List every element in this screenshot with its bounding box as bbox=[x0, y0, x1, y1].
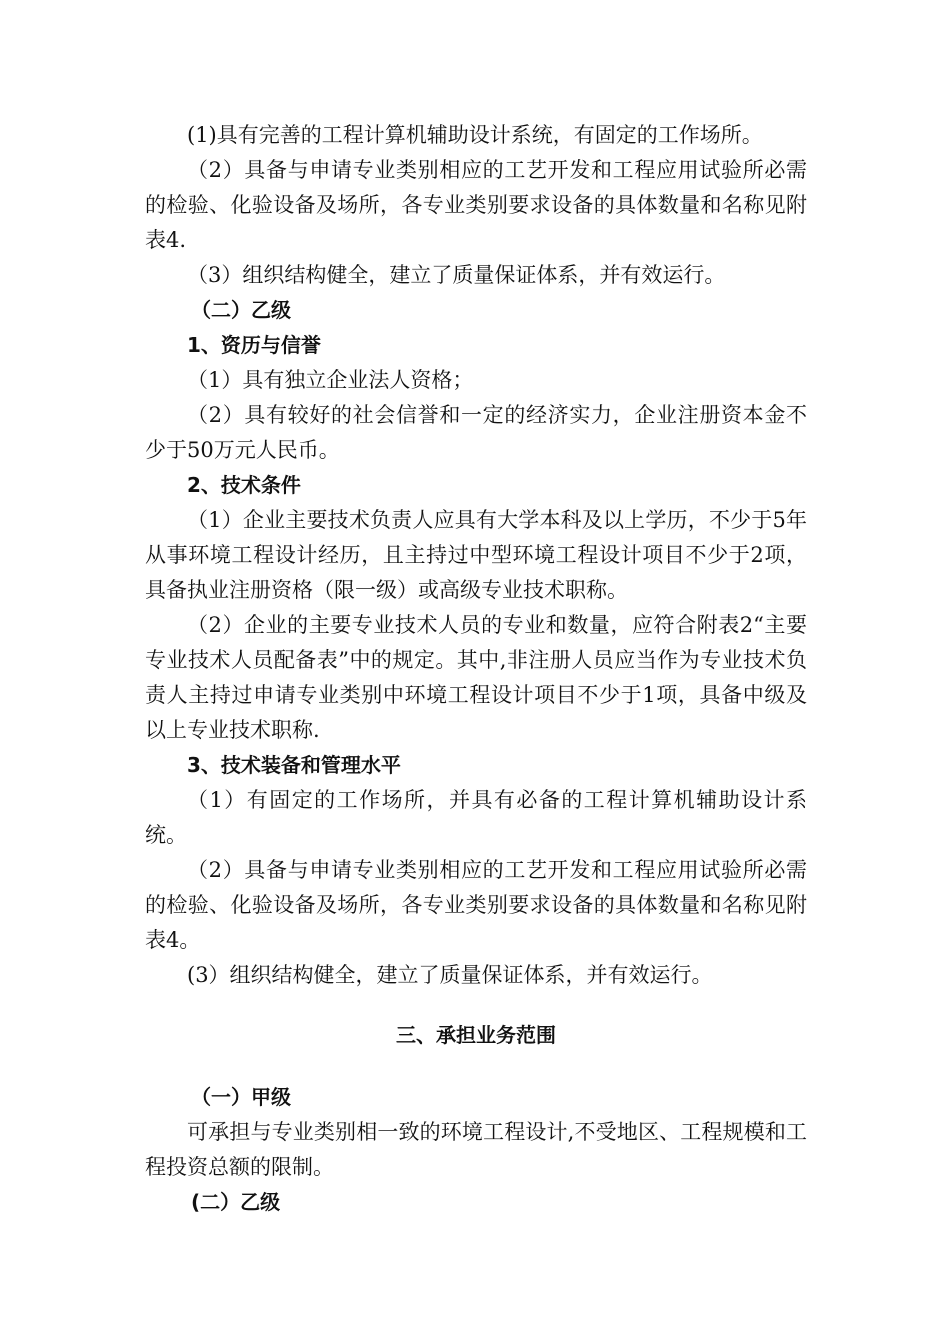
paragraph-technical-staff: （2）企业的主要专业技术人员的专业和数量，应符合附表2“主要专业技术人员配备表”中的规定。其中,非注册人员应当作为专业技术负责人主持过申请专业类别中环境工程设计项目不少于1项，具备中级及以上专业技术职称. bbox=[145, 613, 807, 742]
heading-technical-conditions: 2、技术条件 bbox=[187, 473, 301, 497]
paragraph-grade-a-scope: 可承担与专业类别相一致的环境工程设计,不受地区、工程规模和工程投资总额的限制。 bbox=[145, 1120, 807, 1179]
paragraph-cad-system: (1)具有完善的工程计算机辅助设计系统，有固定的工作场所。 bbox=[187, 123, 763, 147]
paragraph-registered-capital: （2）具有较好的社会信誉和一定的经济实力，企业注册资本金不少于50万元人民币。 bbox=[145, 403, 807, 462]
paragraph-legal-entity: （1）具有独立企业法人资格； bbox=[187, 368, 474, 392]
paragraph-technical-lead: （1）企业主要技术负责人应具有大学本科及以上学历，不少于5年从事环境工程设计经历，且主持过中型环境工程设计项目不少于2项，具备执业注册资格（限一级）或高级专业技术职称。 bbox=[145, 508, 807, 602]
heading-grade-b: （二）乙级 bbox=[191, 298, 291, 322]
heading-equipment-management: 3、技术装备和管理水平 bbox=[187, 753, 401, 777]
paragraph-lab-equipment: （2）具备与申请专业类别相应的工艺开发和工程应用试验所必需的检验、化验设备及场所，各专业类别要求设备的具体数量和名称见附表4. bbox=[145, 158, 807, 252]
heading-grade-b-scope: (二）乙级 bbox=[191, 1190, 281, 1214]
paragraph-workplace: （1）有固定的工作场所，并具有必备的工程计算机辅助设计系统。 bbox=[145, 788, 807, 847]
heading-grade-a: （一）甲级 bbox=[191, 1085, 291, 1109]
paragraph-quality-system: （3）组织结构健全，建立了质量保证体系，并有效运行。 bbox=[187, 263, 726, 287]
heading-qualification-reputation: 1、资历与信誉 bbox=[187, 333, 321, 357]
section-title-business-scope: 三、承担业务范围 bbox=[396, 1023, 556, 1047]
paragraph-lab-equipment-b: （2）具备与申请专业类别相应的工艺开发和工程应用试验所必需的检验、化验设备及场所，各专业类别要求设备的具体数量和名称见附表4。 bbox=[145, 858, 807, 952]
document-body bbox=[145, 118, 807, 1220]
paragraph-quality-system-b: (3）组织结构健全，建立了质量保证体系，并有效运行。 bbox=[187, 963, 713, 987]
